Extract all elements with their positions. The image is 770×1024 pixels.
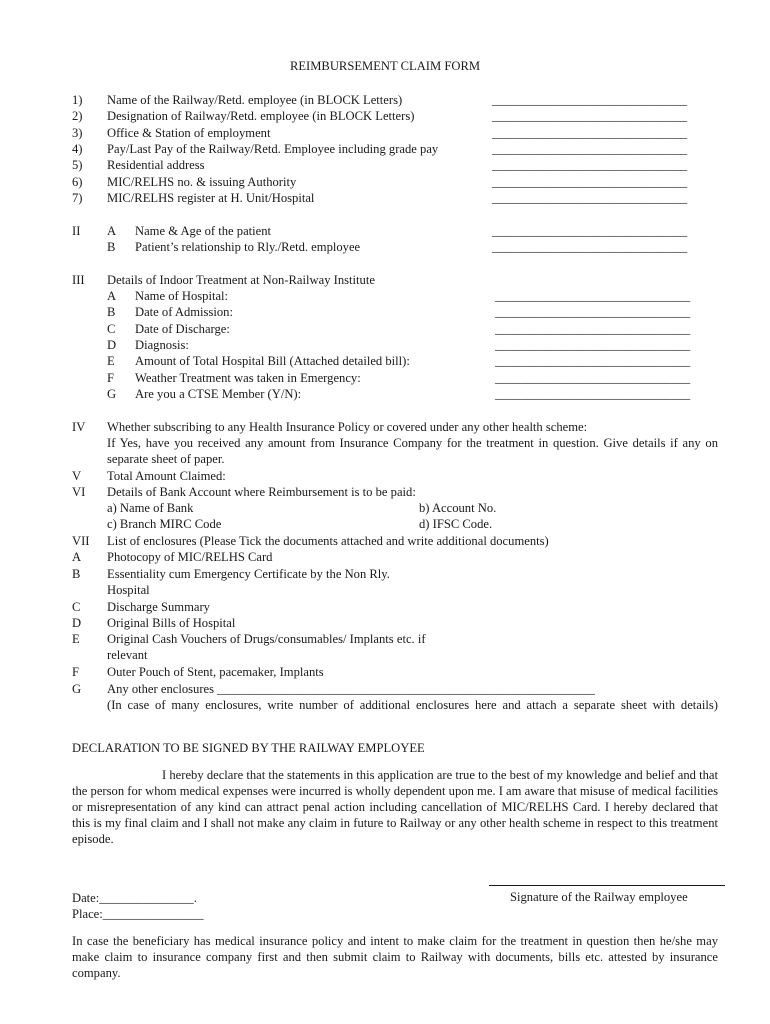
item-letter: F — [72, 665, 80, 679]
item-number: 7) — [72, 191, 83, 205]
item-label: MIC/RELHS register at H. Unit/Hospital — [107, 191, 315, 205]
item-label: Diagnosis: — [135, 338, 189, 352]
blank-line[interactable]: _______________________________ — [495, 371, 691, 385]
item-letter: G — [107, 387, 117, 401]
bank-name-label: a) Name of Bank — [107, 501, 194, 515]
blank-line[interactable]: _______________________________ — [492, 142, 688, 156]
blank-line[interactable]: _______________________________ — [495, 289, 691, 303]
item-number: 2) — [72, 109, 83, 123]
item-letter: E — [72, 632, 80, 646]
enclosure-item: Essentiality cum Emergency Certificate by the Non Rly. — [107, 567, 390, 581]
item-label: Date of Admission: — [135, 305, 233, 319]
item-letter: C — [72, 600, 81, 614]
blank-line[interactable]: _______________________________ — [495, 305, 691, 319]
blank-line[interactable]: _______________________________ — [495, 322, 691, 336]
item-label: Pay/Last Pay of the Railway/Retd. Employee including grade pay — [107, 142, 439, 156]
enclosures-label: List of enclosures (Please Tick the documents attached and write additional documents) — [107, 534, 549, 548]
item-label: Date of Discharge: — [135, 322, 230, 336]
item-letter: D — [72, 616, 82, 630]
blank-line[interactable]: _______________________________ — [492, 126, 688, 140]
item-number: 1) — [72, 93, 83, 107]
item-label: Are you a CTSE Member (Y/N): — [135, 387, 302, 401]
item-number: 4) — [72, 142, 83, 156]
branch-code-label: c) Branch MIRC Code — [107, 517, 222, 531]
item-label: Amount of Total Hospital Bill (Attached detailed bill): — [135, 354, 410, 368]
enclosure-item-cont: relevant — [107, 648, 148, 662]
item-label: Office & Station of employment — [107, 126, 271, 140]
blank-line[interactable]: _______________________________ — [492, 224, 688, 238]
blank-line[interactable]: _______________________________ — [492, 240, 688, 254]
enclosures-note: (In case of many enclosures, write number of additional enclosures here and attach a separate sheet with details) — [107, 698, 718, 712]
blank-line[interactable]: _______________________________ — [495, 387, 691, 401]
enclosure-item: Photocopy of MIC/RELHS Card — [107, 550, 273, 564]
enclosure-item: Original Cash Vouchers of Drugs/consumables/ Implants etc. if — [107, 632, 426, 646]
blank-line[interactable]: _______________________________ — [495, 338, 691, 352]
item-label: Weather Treatment was taken in Emergency: — [135, 371, 361, 385]
item-label: Name of Hospital: — [135, 289, 229, 303]
section-number: IV — [72, 420, 86, 434]
item-label: Name of the Railway/Retd. employee (in BLOCK Letters) — [107, 93, 403, 107]
date-field[interactable]: Date:_______________. — [72, 891, 197, 905]
blank-line[interactable]: _______________________________ — [492, 109, 688, 123]
blank-line[interactable]: _______________________________ — [495, 354, 691, 368]
place-field[interactable]: Place:________________ — [72, 907, 204, 921]
item-label: MIC/RELHS no. & issuing Authority — [107, 175, 297, 189]
declaration-body: I hereby declare that the statements in this application are true to the best of my knowledge and belief and that the person for whom medical expenses were incurred is wholly dependent upon me. I am aware that misuse of medical facilities or misrepresentation of any kind can attract penal action including cancellation of MIC/RELHS Card. I hereby declared that this is my final claim and I shall not make any claim in future to Railway or any other health scheme in respect to this treatment episode. — [72, 768, 718, 846]
item-number: 5) — [72, 158, 83, 172]
item-letter: A — [72, 550, 82, 564]
section-number: VII — [72, 534, 90, 548]
item-letter: C — [107, 322, 116, 336]
ifsc-code-label: d) IFSC Code. — [419, 517, 493, 531]
account-no-label: b) Account No. — [419, 501, 497, 515]
section-number: III — [72, 273, 85, 287]
item-letter: F — [107, 371, 115, 385]
enclosure-item-cont: Hospital — [107, 583, 150, 597]
item-label: Name & Age of the patient — [135, 224, 272, 238]
item-label: Designation of Railway/Retd. employee (in BLOCK Letters) — [107, 109, 415, 123]
item-letter: A — [107, 289, 117, 303]
form-title: REIMBURSEMENT CLAIM FORM — [289, 59, 481, 73]
enclosure-item: Discharge Summary — [107, 600, 210, 614]
item-letter: G — [72, 682, 82, 696]
section-heading: Details of Indoor Treatment at Non-Railway Institute — [107, 273, 375, 287]
item-letter: B — [72, 567, 81, 581]
item-label: Residential address — [107, 158, 205, 172]
blank-line[interactable]: _______________________________ — [492, 158, 688, 172]
bank-details-label: Details of Bank Account where Reimbursement is to be paid: — [107, 485, 416, 499]
item-label: Patient’s relationship to Rly./Retd. employee — [135, 240, 361, 254]
insurance-details: If Yes, have you received any amount from Insurance Company for the treatment in question. Give details if any on separate sheet of paper. — [107, 436, 718, 466]
section-number: VI — [72, 485, 86, 499]
enclosure-item: Original Bills of Hospital — [107, 616, 236, 630]
total-amount-label: Total Amount Claimed: — [107, 469, 226, 483]
blank-line[interactable]: _______________________________ — [492, 175, 688, 189]
section-number: V — [72, 469, 82, 483]
blank-line[interactable]: _______________________________ — [492, 191, 688, 205]
enclosure-item-other[interactable]: Any other enclosures ____________________________________________________________ — [107, 682, 595, 696]
insurance-footer-note: In case the beneficiary has medical insurance policy and intent to make claim for the treatment in question then he/she may make claim to insurance company first and then submit claim to Railway with documents, bills etc. attested by insurance company. — [72, 934, 718, 980]
item-number: 6) — [72, 175, 83, 189]
blank-line[interactable]: _______________________________ — [492, 93, 688, 107]
item-letter: B — [107, 305, 116, 319]
item-letter: B — [107, 240, 116, 254]
enclosure-item: Outer Pouch of Stent, pacemaker, Implants — [107, 665, 324, 679]
section-number: II — [72, 224, 81, 238]
signature-line[interactable] — [489, 885, 725, 886]
item-letter: D — [107, 338, 117, 352]
item-letter: A — [107, 224, 117, 238]
insurance-question: Whether subscribing to any Health Insurance Policy or covered under any other health scheme: — [107, 420, 588, 434]
declaration-heading: DECLARATION TO BE SIGNED BY THE RAILWAY EMPLOYEE — [72, 741, 425, 755]
item-letter: E — [107, 354, 115, 368]
signature-label: Signature of the Railway employee — [510, 890, 688, 904]
item-number: 3) — [72, 126, 83, 140]
